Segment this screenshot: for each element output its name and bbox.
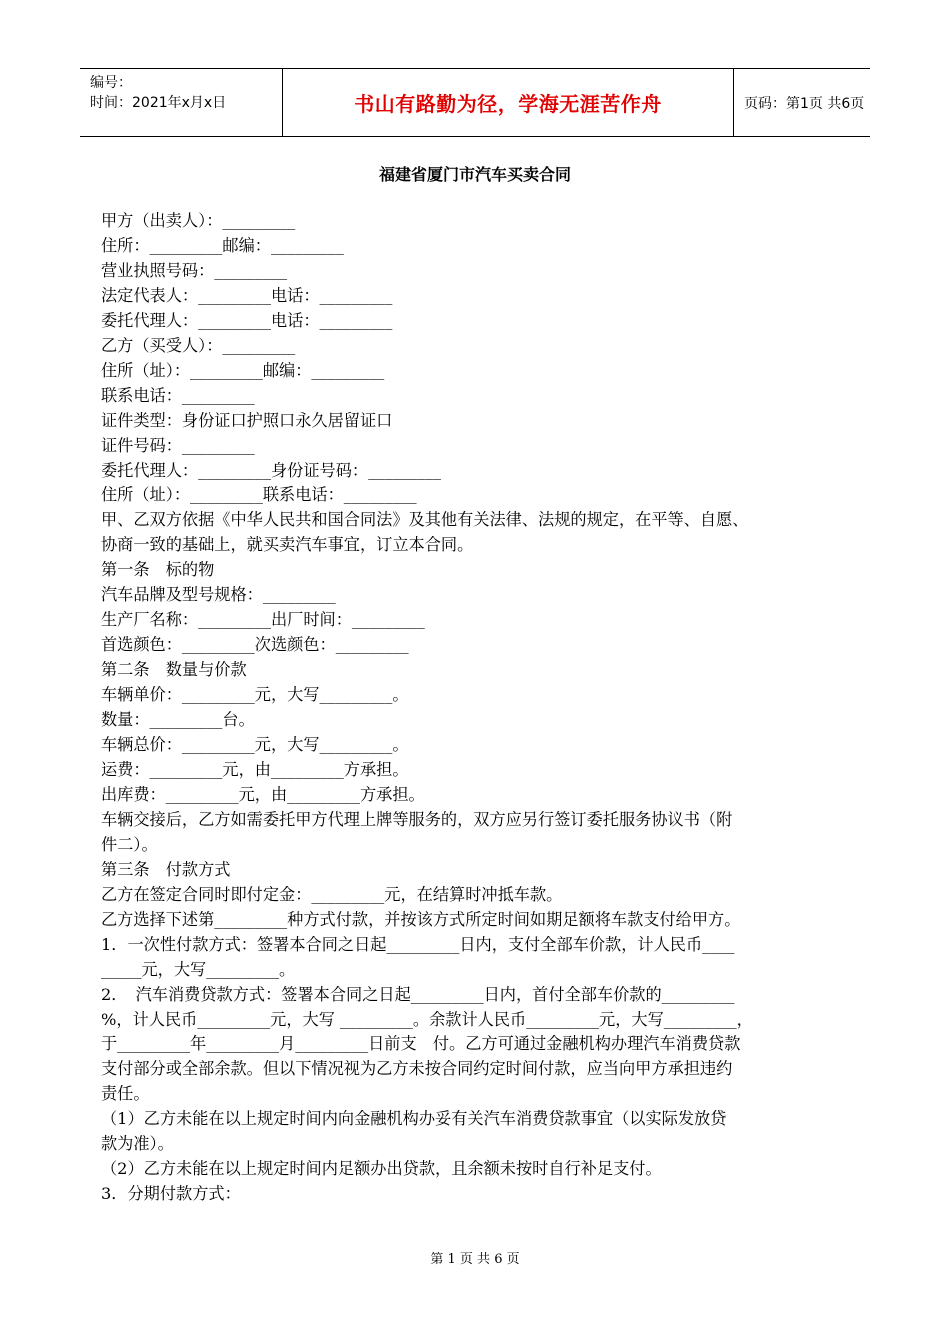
contract-line: 住所（址）：_________联系电话：_________ — [101, 485, 417, 505]
contract-line: 乙方（买受人）：_________ — [101, 335, 296, 355]
contract-line: %，计人民币_________元，大写 _________。余款计人民币_________元，大写_________， — [101, 1009, 753, 1029]
page-info-text: 页码：第1页 共6页 — [744, 95, 865, 112]
document-title: 福建省厦门市汽车买卖合同 — [378, 165, 571, 184]
contract-line: 第一条 标的物 — [101, 560, 215, 580]
contract-line: 于_________年_________月_________日前支 付。乙方可通过金融机构办理汽车消费贷款 — [101, 1034, 741, 1054]
contract-line: 车辆交接后，乙方如需委托甲方代理上牌等服务的，双方应另行签订委托服务协议书（附 — [101, 809, 733, 829]
contract-line: 件二）。 — [101, 834, 158, 854]
contract-line: 首选颜色：_________次选颜色：_________ — [101, 635, 409, 655]
contract-line: _____元，大写_________。 — [101, 959, 296, 979]
contract-body — [101, 209, 853, 1207]
contract-line: 出库费：_________元，由_________方承担。 — [101, 784, 425, 804]
contract-line: 甲方（出卖人）：_________ — [101, 211, 296, 230]
contract-line: 法定代表人：_________电话：_________ — [101, 285, 393, 305]
contract-line: 支付部分或全部余款。但以下情况视为乙方未按合同约定时间付款，应当向甲方承担违约 — [101, 1059, 733, 1079]
contract-line: 住所（址）：_________邮编：_________ — [101, 360, 385, 380]
contract-line: 住所：_________邮编：_________ — [101, 235, 344, 255]
header-motto-cell — [282, 69, 734, 136]
motto-text: 书山有路勤为径，学海无涯苦作舟 — [354, 92, 662, 116]
contract-line: 责任。 — [101, 1084, 150, 1104]
contract-line: 车辆总价：_________元，大写_________。 — [101, 735, 409, 755]
contract-line: 证件类型：身份证口护照口永久居留证口 — [101, 410, 393, 430]
contract-line: 2． 汽车消费贷款方式：签署本合同之日起_________日内，首付全部车价款的_________ — [101, 984, 735, 1004]
contract-line: 证件号码：_________ — [101, 435, 255, 455]
contract-line: 1．一次性付款方式：签署本合同之日起_________日内，支付全部车价款，计人民币____ — [101, 934, 735, 954]
contract-line: 数量：_________台。 — [101, 710, 255, 730]
document-number-label: 编号： — [90, 75, 132, 91]
page-footer: 第 1 页 共 6 页 — [430, 1252, 520, 1267]
contract-line: （1）乙方未能在以上规定时间内向金融机构办妥有关汽车消费贷款事宜（以实际发放贷 — [101, 1109, 727, 1129]
contract-line: 第三条 付款方式 — [101, 859, 231, 879]
contract-line: 委托代理人：_________电话：_________ — [101, 310, 393, 330]
contract-line: 生产厂名称：_________出厂时间：_________ — [101, 610, 425, 630]
header-meta — [80, 69, 282, 136]
contract-line: 款为准）。 — [101, 1134, 174, 1154]
contract-line: 乙方在签定合同时即付定金：_________元，在结算时冲抵车款。 — [101, 884, 563, 904]
contract-line: 联系电话：_________ — [101, 385, 255, 405]
contract-line: 第二条 数量与价款 — [101, 660, 247, 680]
header-page-info — [734, 69, 870, 136]
document-date: 时间：2021年x月x日 — [90, 95, 227, 111]
contract-line: 营业执照号码：_________ — [101, 260, 288, 280]
contract-line: 运费：_________元，由_________方承担。 — [101, 759, 409, 779]
page-header — [80, 68, 870, 137]
contract-line: 甲、乙双方依据《中华人民共和国合同法》及其他有关法律、法规的规定，在平等、自愿、 — [101, 510, 749, 530]
contract-line: 汽车品牌及型号规格：_________ — [101, 585, 336, 605]
contract-line: 3．分期付款方式： — [101, 1184, 241, 1204]
contract-line: 委托代理人：_________身份证号码：_________ — [101, 460, 441, 480]
contract-line: 乙方选择下述第_________种方式付款，并按该方式所定时间如期足额将车款支付给甲方。 — [101, 909, 741, 929]
contract-line: （2）乙方未能在以上规定时间内足额办出贷款，且余额未按时自行补足支付。 — [101, 1159, 662, 1179]
contract-line: 协商一致的基础上，就买卖汽车事宜，订立本合同。 — [101, 535, 474, 555]
contract-line: 车辆单价：_________元，大写_________。 — [101, 685, 409, 705]
